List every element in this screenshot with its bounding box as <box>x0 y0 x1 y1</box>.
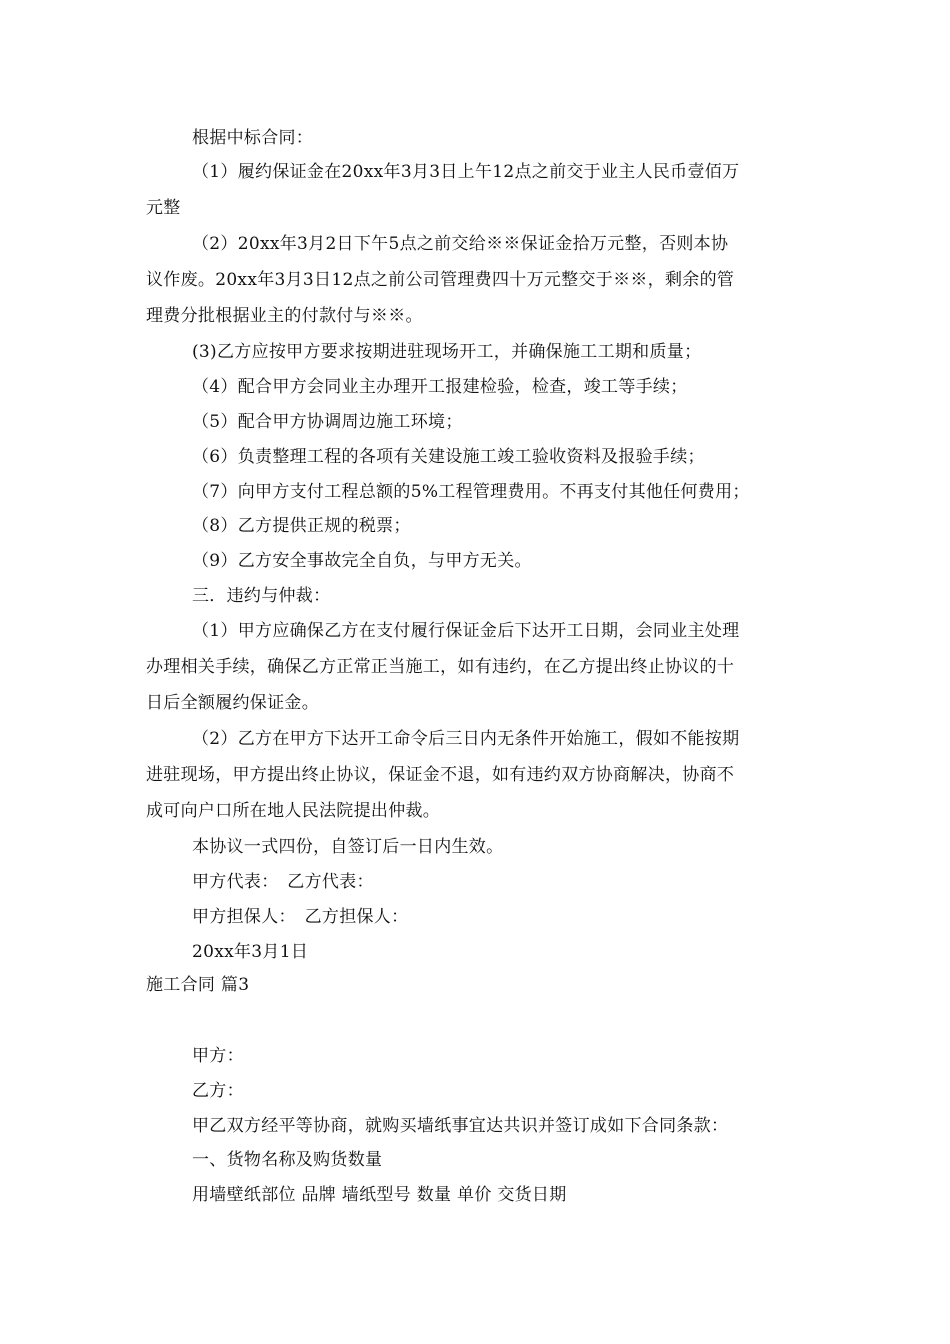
text-line-clause-6: （6）负责整理工程的各项有关建设施工竣工验收资料及报验手续； <box>192 447 705 467</box>
text-line-breach-1-cont: 办理相关手续，确保乙方正常正当施工，如有违约，在乙方提出终止协议的十 <box>146 657 735 677</box>
text-line-guarantors: 甲方担保人： 乙方担保人： <box>192 907 409 927</box>
text-line-breach-1-cont2: 日后全额履约保证金。 <box>146 693 319 713</box>
section-heading-goods: 一、货物名称及购货数量 <box>192 1150 383 1170</box>
section-heading-breach: 三．违约与仲裁： <box>192 586 331 606</box>
text-line-clause-2-cont2: 理费分批根据业主的付款付与※※。 <box>146 306 423 326</box>
text-line-representatives: 甲方代表： 乙方代表： <box>192 872 374 892</box>
text-line-clause-9: （9）乙方安全事故完全自负，与甲方无关。 <box>192 551 532 571</box>
text-line-intro: 根据中标合同： <box>192 128 314 148</box>
text-line-breach-2-cont: 进驻现场，甲方提出终止协议，保证金不退，如有违约双方协商解决，协商不 <box>146 765 735 785</box>
text-line-clause-8: （8）乙方提供正规的税票； <box>192 516 411 536</box>
text-line-clause-2-cont: 议作废。20xx年3月3日12点之前公司管理费四十万元整交于※※，剩余的管 <box>146 270 735 290</box>
text-line-clause-1-cont: 元整 <box>146 198 181 218</box>
text-line-breach-1: （1）甲方应确保乙方在支付履行保证金后下达开工日期，会同业主处理 <box>192 621 740 641</box>
text-line-copies: 本协议一式四份，自签订后一日内生效。 <box>192 837 504 857</box>
text-line-agreement: 甲乙双方经平等协商，就购买墙纸事宜达共识并签订成如下合同条款： <box>192 1116 729 1136</box>
text-line-goods-columns: 用墙壁纸部位 品牌 墙纸型号 数量 单价 交货日期 <box>192 1185 567 1205</box>
text-line-clause-7: （7）向甲方支付工程总额的5%工程管理费用。不再支付其他任何费用； <box>192 482 750 502</box>
text-line-clause-3: (3)乙方应按甲方要求按期进驻现场开工，并确保施工工期和质量； <box>192 342 702 362</box>
section-title-contract-3: 施工合同 篇3 <box>146 975 250 995</box>
text-line-party-b: 乙方： <box>192 1081 244 1101</box>
text-line-clause-4: （4）配合甲方会同业主办理开工报建检验，检查，竣工等手续； <box>192 377 688 397</box>
text-line-party-a: 甲方： <box>192 1046 244 1066</box>
text-line-clause-1: （1）履约保证金在20xx年3月3日上午12点之前交于业主人民币壹佰万 <box>192 162 740 182</box>
text-line-breach-2-cont2: 成可向户口所在地人民法院提出仲裁。 <box>146 801 441 821</box>
text-line-clause-2: （2）20xx年3月2日下午5点之前交给※※保证金拾万元整，否则本协 <box>192 234 729 254</box>
text-line-clause-5: （5）配合甲方协调周边施工环境； <box>192 412 463 432</box>
text-line-breach-2: （2）乙方在甲方下达开工命令后三日内无条件开始施工，假如不能按期 <box>192 729 740 749</box>
text-line-date: 20xx年3月1日 <box>192 942 309 962</box>
